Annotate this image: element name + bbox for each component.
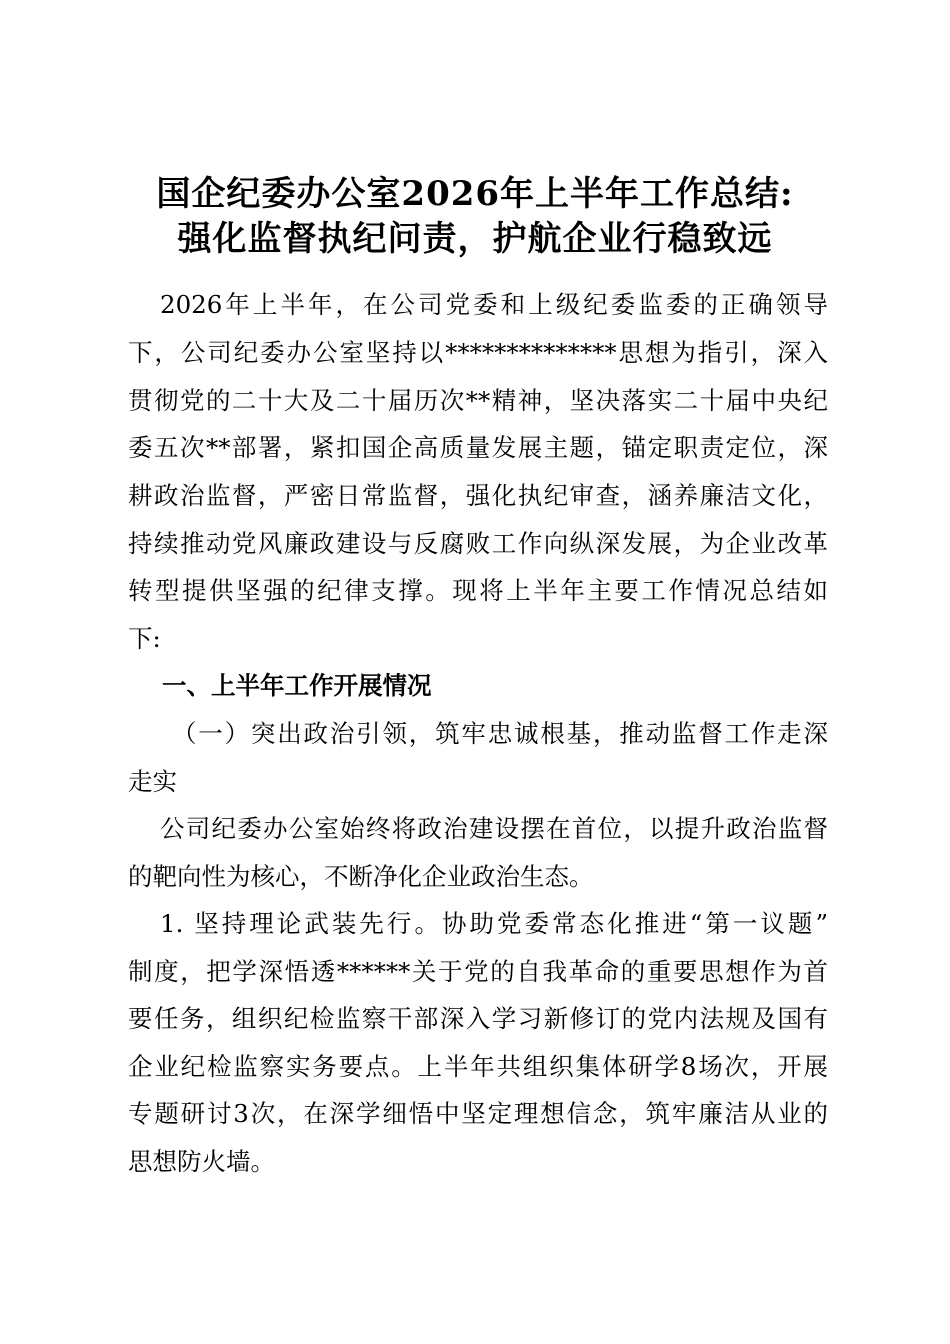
item-line: 1. 坚持理论武装先行。协助党委常态化推进“第一议题” [160, 909, 828, 938]
item-line: 专题研讨3次，在深学细悟中坚定理想信念，筑牢廉洁从业的 [128, 1099, 828, 1128]
document-title-line-2: 强化监督执纪问责，护航企业行稳致远 [177, 219, 773, 259]
subsection-heading-line: （一）突出政治引领，筑牢忠诚根基，推动监督工作走深 [172, 719, 828, 748]
intro-line: 转型提供坚强的纪律支撑。现将上半年主要工作情况总结如 [128, 576, 828, 605]
intro-line: 持续推动党风廉政建设与反腐败工作向纵深发展，为企业改革 [128, 529, 828, 558]
intro-line: 下: [128, 624, 161, 653]
paragraph-line: 公司纪委办公室始终将政治建设摆在首位，以提升政治监督 [160, 814, 828, 843]
intro-line: 委五次**部署，紧扣国企高质量发展主题，锚定职责定位，深 [128, 433, 828, 462]
section-heading: 一、上半年工作开展情况 [162, 671, 432, 700]
intro-line: 下，公司纪委办公室坚持以**************思想为指引，深入 [128, 338, 828, 367]
intro-line: 2026年上半年，在公司党委和上级纪委监委的正确领导 [160, 290, 828, 319]
item-line: 思想防火墙。 [128, 1147, 275, 1176]
item-line: 企业纪检监察实务要点。上半年共组织集体研学8场次，开展 [128, 1052, 828, 1081]
paragraph-line: 的靶向性为核心，不断净化企业政治生态。 [128, 862, 594, 891]
subsection-heading-line: 走实 [128, 767, 177, 796]
intro-line: 耕政治监督，严密日常监督，强化执纪审查，涵养廉洁文化， [128, 481, 828, 510]
document-title-line-1: 国企纪委办公室2026年上半年工作总结: [156, 174, 794, 214]
item-line: 制度，把学深悟透******关于党的自我革命的重要思想作为首 [128, 957, 828, 986]
item-line: 要任务，组织纪检监察干部深入学习新修订的党内法规及国有 [128, 1004, 828, 1033]
intro-line: 贯彻党的二十大及二十届历次**精神，坚决落实二十届中央纪 [128, 386, 828, 415]
